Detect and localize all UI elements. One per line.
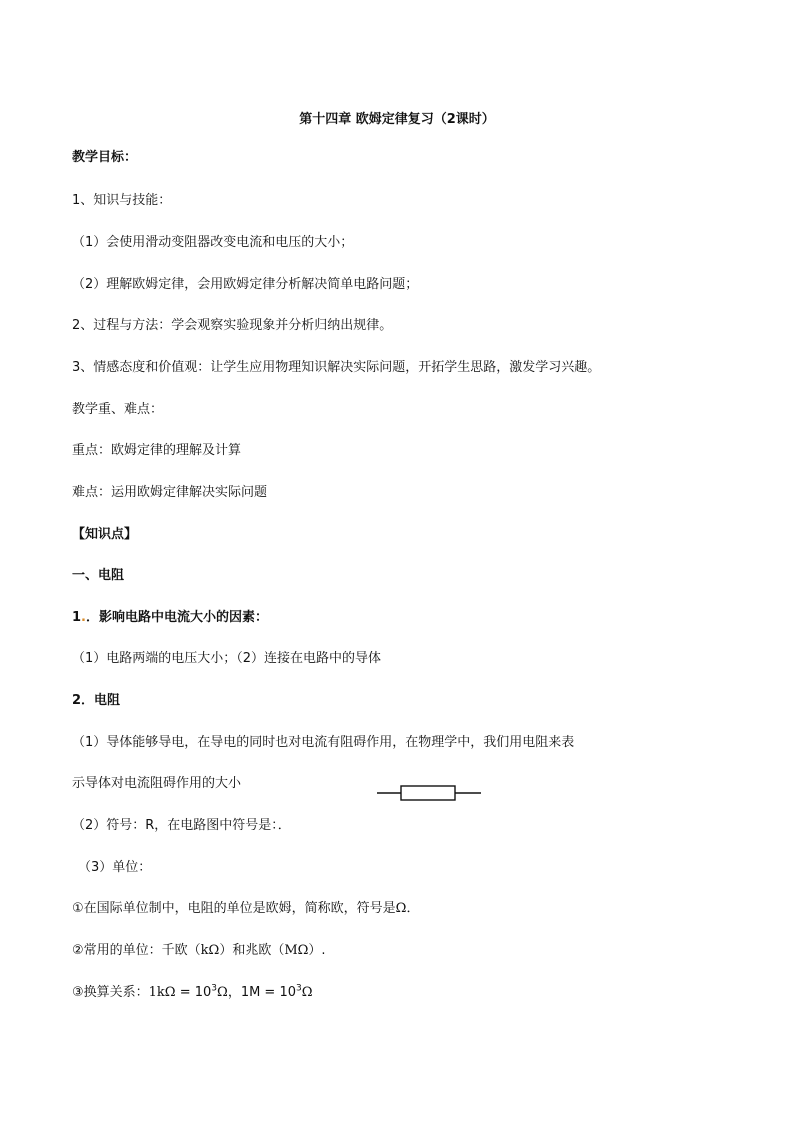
unit-conversion: ③换算关系：$1k\Omega = 10^3\Omega$，$1M = 10^3\Omega$: [72, 983, 313, 1000]
key-heading: 教学重、难点：: [72, 402, 164, 417]
subsection-1-number: 1: [72, 610, 82, 625]
knowledge-heading: 【知识点】: [72, 527, 138, 542]
section-1-heading: 一、电阻: [72, 568, 125, 583]
resistance-symbol-text: （2）符号：R，在电路图中符号是：．: [72, 818, 291, 833]
objectives-heading: 教学目标：: [72, 150, 138, 165]
subsection-1-text: ．影响电路中电流大小的因素：: [86, 610, 269, 625]
objective-1a: （1）会使用滑动变阻器改变电流和电压的大小；: [72, 235, 354, 250]
resistor-symbol: [377, 782, 481, 804]
objective-1: 1、知识与技能：: [72, 193, 172, 208]
difficult-point: 难点：运用欧姆定律解决实际问题: [72, 485, 268, 500]
objective-2: 2、过程与方法：学会观察实验现象并分析归纳出规律。: [72, 318, 393, 333]
subsection-1-dot: .: [81, 610, 86, 625]
subsection-2-heading: 2．电阻: [72, 693, 121, 708]
unit-common: ②常用的单位：千欧（kΩ）和兆欧（MΩ）.: [72, 943, 326, 958]
resistance-unit-heading: （3）单位：: [78, 860, 152, 875]
objective-3: 3、情感态度和价值观：让学生应用物理知识解决实际问题，开拓学生思路，激发学习兴趣。: [72, 360, 601, 375]
unit-si: ①在国际单位制中，电阻的单位是欧姆，简称欧，符号是Ω．: [72, 901, 420, 916]
ohm-symbol: Ω: [395, 901, 407, 916]
key-point: 重点：欧姆定律的理解及计算: [72, 443, 242, 458]
page-title: 第十四章 欧姆定律复习（2课时）: [299, 112, 495, 127]
resistance-definition-line1: （1）导体能够导电，在导电的同时也对电流有阻碍作用，在物理学中，我们用电阻来表: [72, 735, 575, 750]
resistance-definition-line2: 示导体对电流阻碍作用的大小: [72, 776, 242, 791]
subsection-1-heading: [72, 610, 268, 626]
subsection-1-content: （1）电路两端的电压大小；（2）连接在电路中的导体: [72, 651, 382, 666]
objective-1b: （2）理解欧姆定律，会用欧姆定律分析解决简单电路问题；: [72, 277, 419, 292]
